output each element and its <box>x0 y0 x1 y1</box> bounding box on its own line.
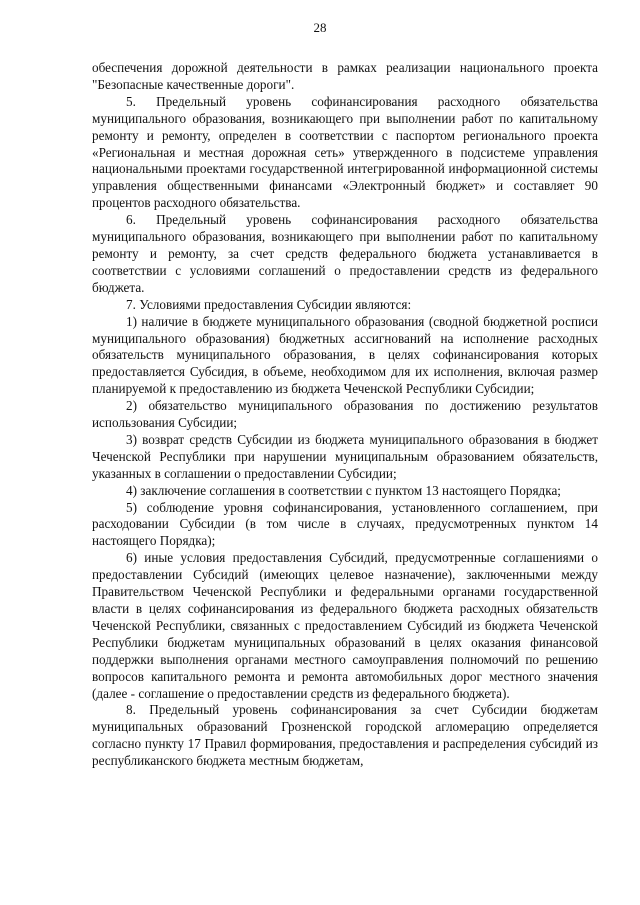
paragraph-item-8: 8. Предельный уровень софинансирования за счет Субсидии бюджетам муниципальных образований Грозненской городской агломерацию определяется согласно пункту 17 Правил формирования, предоставления и распределения субсидий из республиканского бюджета местным бюджетам, <box>92 702 598 769</box>
paragraph-continuation: обеспечения дорожной деятельности в рамках реализации национального проекта "Безопасные качественные дороги". <box>92 60 598 92</box>
paragraph-subitem-5: 5) соблюдение уровня софинансирования, установленного соглашением, при расходовании Субсидии (в том числе в случаях, предусмотренных пунктом 14 настоящего Порядка); <box>92 499 598 549</box>
paragraph-item-7: 7. Условиями предоставления Субсидии являются: <box>126 296 412 312</box>
document-body <box>92 60 598 770</box>
paragraph-item-5: 5. Предельный уровень софинансирования расходного обязательства муниципального образования, возникающего при выполнении работ по капитальному ремонту и ремонту, определен в соответствии с паспортом регионального проекта «Региональная и местная дорожная сеть» утвержденного в подсистеме управления национальными проектами государственной интегрированной информационной системы управления общественными финансами «Электронный бюджет» и составляет 90 процентов расходного обязательства. <box>92 93 598 211</box>
paragraph-subitem-2: 2) обязательство муниципального образования по достижению результатов использования Субсидии; <box>92 398 598 431</box>
paragraph-subitem-6: 6) иные условия предоставления Субсидий, предусмотренные соглашениями о предоставлении Субсидий (имеющих целевое назначение), заключенными между Правительством Чеченской Республики и федеральными органами государственной власти в целях софинансирования из федерального бюджета расходных обязательств Чеченской Республики, связанных с предоставлением Субсидий из бюджета Чеченской Республики бюджетам муниципальных образований в целях оказания финансовой поддержки выполнения органами местного самоуправления полномочий по решению вопросов капитального ремонта и ремонта автомобильных дорог местного значения (далее - соглашение о предоставлении средств из федерального бюджета). <box>92 550 598 701</box>
page-number: 28 <box>313 20 327 35</box>
paragraph-subitem-4: 4) заключение соглашения в соответствии с пунктом 13 настоящего Порядка; <box>126 482 561 498</box>
paragraph-subitem-1: 1) наличие в бюджете муниципального образования (сводной бюджетной росписи муниципального образования) бюджетных ассигнований на исполнение расходных обязательств муниципального образования, в целях софинансирования которых предоставляется Субсидия, в объеме, необходимом для их исполнения, включая размер планируемой к предоставлению из бюджета Чеченской Республики Субсидии; <box>92 313 598 397</box>
paragraph-item-6: 6. Предельный уровень софинансирования расходного обязательства муниципального образования, возникающего при выполнении работ по капитальному ремонту и ремонту, за счет средств федерального бюджета устанавливается в соответствии с условиями соглашений о предоставлении средств из федерального бюджета. <box>92 212 598 295</box>
paragraph-subitem-3: 3) возврат средств Субсидии из бюджета муниципального образования в бюджет Чеченской Республики при нарушении муниципальным образованием обязательств, указанных в соглашении о предоставлении Субсидии; <box>92 431 598 481</box>
